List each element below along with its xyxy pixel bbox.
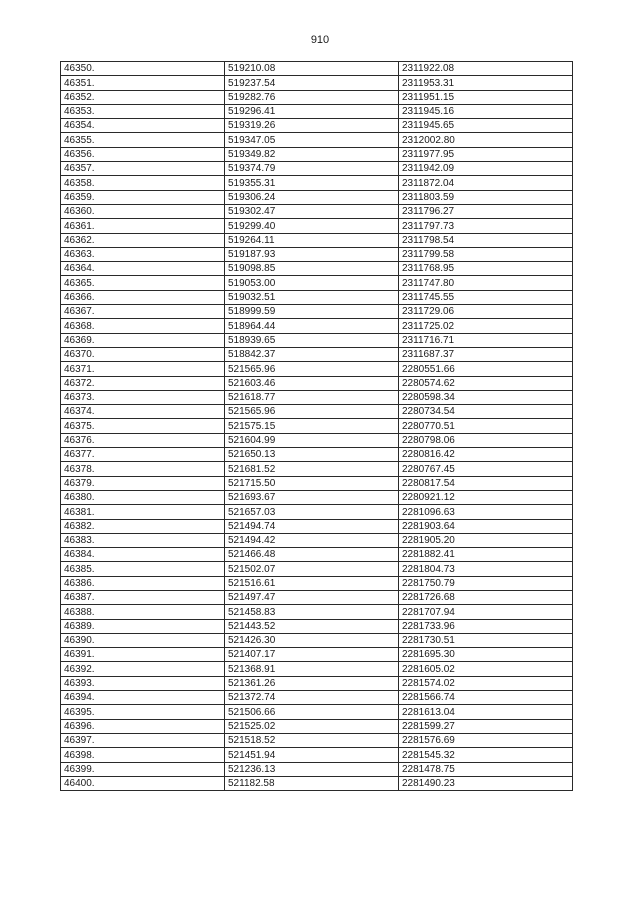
table-row [61,448,573,462]
y-coordinate-cell: 2311768.95 [399,262,573,276]
y-coordinate-cell: 2311945.16 [399,104,573,118]
table-row [61,333,573,347]
y-coordinate-cell: 2280770.51 [399,419,573,433]
y-coordinate-cell: 2280817.54 [399,476,573,490]
x-coordinate-cell: 521182.58 [225,776,399,790]
table-row [61,104,573,118]
point-id-cell: 46351. [61,76,225,90]
table-row [61,762,573,776]
point-id-cell: 46390. [61,633,225,647]
x-coordinate-cell: 521575.15 [225,419,399,433]
point-id-cell: 46366. [61,290,225,304]
point-id-cell: 46354. [61,119,225,133]
y-coordinate-cell: 2281566.74 [399,691,573,705]
y-coordinate-cell: 2280551.66 [399,362,573,376]
x-coordinate-cell: 519264.11 [225,233,399,247]
point-id-cell: 46388. [61,605,225,619]
table-row [61,219,573,233]
x-coordinate-cell: 519237.54 [225,76,399,90]
point-id-cell: 46379. [61,476,225,490]
point-id-cell: 46377. [61,448,225,462]
point-id-cell: 46395. [61,705,225,719]
y-coordinate-cell: 2281599.27 [399,719,573,733]
y-coordinate-cell: 2311797.73 [399,219,573,233]
y-coordinate-cell: 2281605.02 [399,662,573,676]
point-id-cell: 46357. [61,162,225,176]
x-coordinate-cell: 521565.96 [225,362,399,376]
table-row [61,590,573,604]
y-coordinate-cell: 2312002.80 [399,133,573,147]
point-id-cell: 46361. [61,219,225,233]
y-coordinate-cell: 2281545.32 [399,748,573,762]
y-coordinate-cell: 2280921.12 [399,490,573,504]
x-coordinate-cell: 519032.51 [225,290,399,304]
x-coordinate-cell: 519282.76 [225,90,399,104]
x-coordinate-cell: 521407.17 [225,648,399,662]
x-coordinate-cell: 521443.52 [225,619,399,633]
point-id-cell: 46363. [61,247,225,261]
table-row [61,405,573,419]
table-row [61,605,573,619]
y-coordinate-cell: 2311922.08 [399,62,573,76]
y-coordinate-cell: 2311716.71 [399,333,573,347]
point-id-cell: 46375. [61,419,225,433]
x-coordinate-cell: 519299.40 [225,219,399,233]
x-coordinate-cell: 521618.77 [225,390,399,404]
table-row [61,162,573,176]
y-coordinate-cell: 2311953.31 [399,76,573,90]
y-coordinate-cell: 2281905.20 [399,533,573,547]
table-row [61,147,573,161]
x-coordinate-cell: 519053.00 [225,276,399,290]
point-id-cell: 46383. [61,533,225,547]
y-coordinate-cell: 2280598.34 [399,390,573,404]
point-id-cell: 46387. [61,590,225,604]
point-id-cell: 46360. [61,204,225,218]
point-id-cell: 46378. [61,462,225,476]
point-id-cell: 46353. [61,104,225,118]
x-coordinate-cell: 521715.50 [225,476,399,490]
x-coordinate-cell: 521603.46 [225,376,399,390]
y-coordinate-cell: 2281730.51 [399,633,573,647]
x-coordinate-cell: 521494.74 [225,519,399,533]
table-row [61,204,573,218]
table-row [61,319,573,333]
y-coordinate-cell: 2281903.64 [399,519,573,533]
x-coordinate-cell: 521518.52 [225,733,399,747]
table-row [61,262,573,276]
y-coordinate-cell: 2311945.65 [399,119,573,133]
y-coordinate-cell: 2311872.04 [399,176,573,190]
x-coordinate-cell: 521236.13 [225,762,399,776]
x-coordinate-cell: 521604.99 [225,433,399,447]
point-id-cell: 46382. [61,519,225,533]
table-row [61,433,573,447]
table-row [61,76,573,90]
point-id-cell: 46396. [61,719,225,733]
table-row [61,562,573,576]
table-row [61,633,573,647]
table-row [61,390,573,404]
x-coordinate-cell: 521466.48 [225,548,399,562]
table-row [61,576,573,590]
y-coordinate-cell: 2281613.04 [399,705,573,719]
point-id-cell: 46384. [61,548,225,562]
point-id-cell: 46400. [61,776,225,790]
y-coordinate-cell: 2281478.75 [399,762,573,776]
y-coordinate-cell: 2280574.62 [399,376,573,390]
table-row [61,719,573,733]
x-coordinate-cell: 521650.13 [225,448,399,462]
point-id-cell: 46362. [61,233,225,247]
x-coordinate-cell: 521693.67 [225,490,399,504]
x-coordinate-cell: 521681.52 [225,462,399,476]
table-row [61,676,573,690]
x-coordinate-cell: 518939.65 [225,333,399,347]
point-id-cell: 46358. [61,176,225,190]
table-row [61,119,573,133]
point-id-cell: 46389. [61,619,225,633]
point-id-cell: 46368. [61,319,225,333]
x-coordinate-cell: 521426.30 [225,633,399,647]
x-coordinate-cell: 519306.24 [225,190,399,204]
point-id-cell: 46380. [61,490,225,504]
y-coordinate-cell: 2281096.63 [399,505,573,519]
x-coordinate-cell: 521565.96 [225,405,399,419]
y-coordinate-cell: 2280734.54 [399,405,573,419]
table-row [61,490,573,504]
point-id-cell: 46359. [61,190,225,204]
table-row [61,62,573,76]
y-coordinate-cell: 2311745.55 [399,290,573,304]
x-coordinate-cell: 521497.47 [225,590,399,604]
y-coordinate-cell: 2280798.06 [399,433,573,447]
table-row [61,662,573,676]
point-id-cell: 46365. [61,276,225,290]
point-id-cell: 46373. [61,390,225,404]
table-row [61,347,573,361]
table-row [61,176,573,190]
table-row [61,133,573,147]
point-id-cell: 46399. [61,762,225,776]
x-coordinate-cell: 519210.08 [225,62,399,76]
point-id-cell: 46371. [61,362,225,376]
table-row [61,733,573,747]
table-row [61,462,573,476]
point-id-cell: 46394. [61,691,225,705]
x-coordinate-cell: 521451.94 [225,748,399,762]
x-coordinate-cell: 519347.05 [225,133,399,147]
y-coordinate-cell: 2311729.06 [399,305,573,319]
point-id-cell: 46367. [61,305,225,319]
y-coordinate-cell: 2311725.02 [399,319,573,333]
x-coordinate-cell: 519187.93 [225,247,399,261]
x-coordinate-cell: 521516.61 [225,576,399,590]
x-coordinate-cell: 521372.74 [225,691,399,705]
coordinates-table-body [61,62,573,791]
x-coordinate-cell: 518842.37 [225,347,399,361]
table-row [61,290,573,304]
point-id-cell: 46364. [61,262,225,276]
point-id-cell: 46369. [61,333,225,347]
table-row [61,305,573,319]
x-coordinate-cell: 521458.83 [225,605,399,619]
y-coordinate-cell: 2311796.27 [399,204,573,218]
point-id-cell: 46356. [61,147,225,161]
y-coordinate-cell: 2281707.94 [399,605,573,619]
y-coordinate-cell: 2281882.41 [399,548,573,562]
x-coordinate-cell: 519349.82 [225,147,399,161]
y-coordinate-cell: 2280767.45 [399,462,573,476]
table-row [61,748,573,762]
point-id-cell: 46385. [61,562,225,576]
point-id-cell: 46386. [61,576,225,590]
x-coordinate-cell: 519098.85 [225,262,399,276]
x-coordinate-cell: 521525.02 [225,719,399,733]
x-coordinate-cell: 521361.26 [225,676,399,690]
table-row [61,276,573,290]
y-coordinate-cell: 2281750.79 [399,576,573,590]
point-id-cell: 46381. [61,505,225,519]
table-row [61,247,573,261]
table-row [61,648,573,662]
point-id-cell: 46376. [61,433,225,447]
table-row [61,548,573,562]
table-row [61,505,573,519]
point-id-cell: 46391. [61,648,225,662]
y-coordinate-cell: 2311951.15 [399,90,573,104]
x-coordinate-cell: 519302.47 [225,204,399,218]
y-coordinate-cell: 2281490.23 [399,776,573,790]
table-row [61,533,573,547]
point-id-cell: 46355. [61,133,225,147]
point-id-cell: 46392. [61,662,225,676]
point-id-cell: 46393. [61,676,225,690]
y-coordinate-cell: 2281804.73 [399,562,573,576]
y-coordinate-cell: 2311799.58 [399,247,573,261]
x-coordinate-cell: 521494.42 [225,533,399,547]
coordinates-table [60,61,573,791]
table-row [61,619,573,633]
point-id-cell: 46397. [61,733,225,747]
y-coordinate-cell: 2311803.59 [399,190,573,204]
x-coordinate-cell: 519374.79 [225,162,399,176]
x-coordinate-cell: 519355.31 [225,176,399,190]
table-row [61,362,573,376]
y-coordinate-cell: 2311942.09 [399,162,573,176]
table-row [61,519,573,533]
y-coordinate-cell: 2281733.96 [399,619,573,633]
x-coordinate-cell: 521502.07 [225,562,399,576]
table-row [61,233,573,247]
x-coordinate-cell: 519296.41 [225,104,399,118]
x-coordinate-cell: 521506.66 [225,705,399,719]
page-number: 910 [310,34,330,46]
y-coordinate-cell: 2311747.80 [399,276,573,290]
table-row [61,476,573,490]
point-id-cell: 46398. [61,748,225,762]
table-row [61,776,573,790]
y-coordinate-cell: 2281574.02 [399,676,573,690]
y-coordinate-cell: 2311798.54 [399,233,573,247]
point-id-cell: 46370. [61,347,225,361]
point-id-cell: 46350. [61,62,225,76]
x-coordinate-cell: 521368.91 [225,662,399,676]
point-id-cell: 46374. [61,405,225,419]
x-coordinate-cell: 521657.03 [225,505,399,519]
table-row [61,705,573,719]
y-coordinate-cell: 2280816.42 [399,448,573,462]
table-row [61,691,573,705]
table-row [61,190,573,204]
y-coordinate-cell: 2281726.68 [399,590,573,604]
point-id-cell: 46372. [61,376,225,390]
x-coordinate-cell: 518999.59 [225,305,399,319]
table-row [61,419,573,433]
x-coordinate-cell: 519319.26 [225,119,399,133]
point-id-cell: 46352. [61,90,225,104]
y-coordinate-cell: 2281576.69 [399,733,573,747]
y-coordinate-cell: 2281695.30 [399,648,573,662]
table-row [61,90,573,104]
y-coordinate-cell: 2311977.95 [399,147,573,161]
table-row [61,376,573,390]
y-coordinate-cell: 2311687.37 [399,347,573,361]
x-coordinate-cell: 518964.44 [225,319,399,333]
